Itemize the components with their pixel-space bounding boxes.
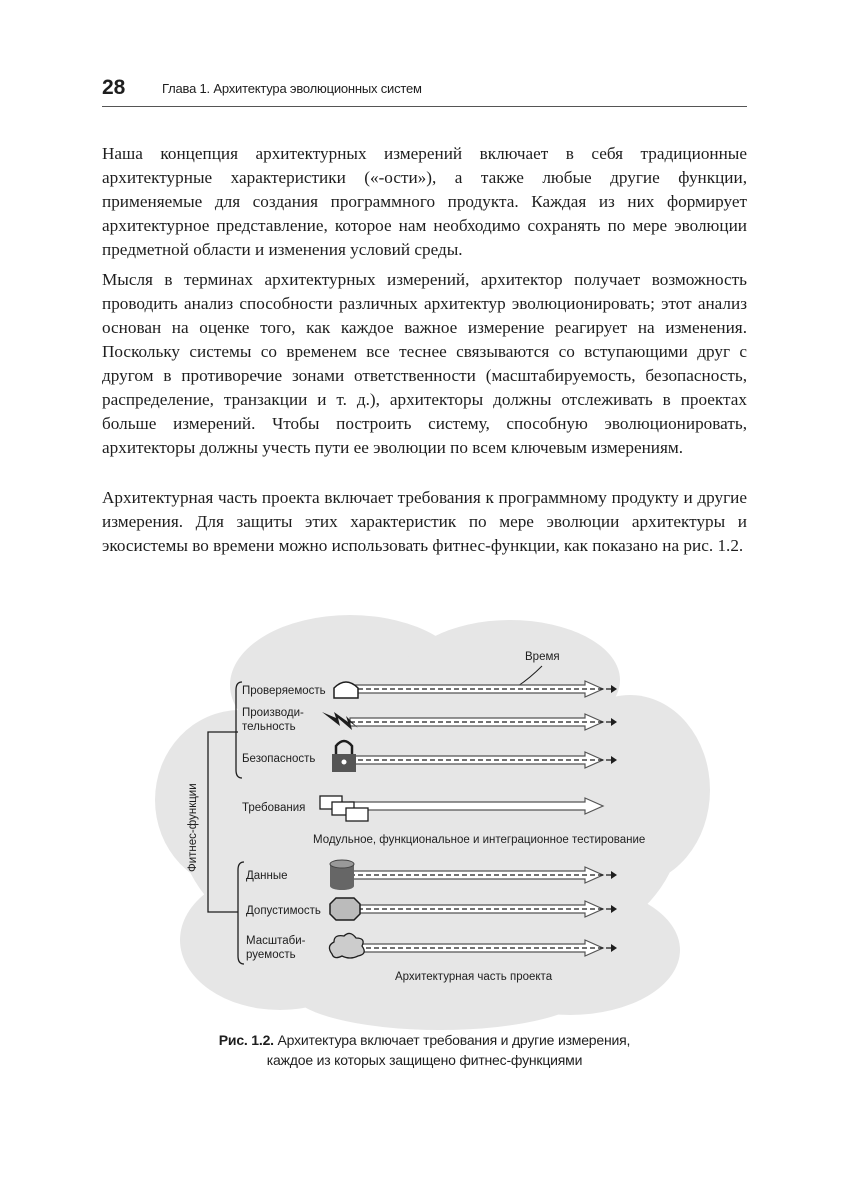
fitness-functions-label: Фитнес-функции [187,783,199,872]
paragraph-2: Мысля в терминах архитектурных измерений, архитектор получает возможность проводить анализ способности различных архитектур эволюционировать; этот анализ основан на оценке того, как каждое важное измерение реагирует на изменения. Поскольку системы со временем все теснее связываются со вступающими друг с другом в противоречие зонами ответственности (масштабируемость, безопасность, распределение, транзакции и т. д.), архитекторы должны отслеживать в проектах больше измерений. Чтобы построить систему, способную эволюционировать, архитекторы должны учесть пути ее эволюции по всем ключевым измерениям. [102,270,747,457]
project-label: Архитектурная часть проекта [395,971,553,983]
page-number: 28 [102,76,126,99]
label-scalability-2: руемость [246,949,296,961]
label-performance-1: Производи- [242,707,304,719]
running-header [102,76,747,107]
cloud-background [155,615,710,1030]
paragraph-3: Архитектурная часть проекта включает требования к программному продукту и другие измерения. Для защиты этих характеристик по мере эволюции архитектуры и экосистемы во времени можно использовать фитнес-функции, как показано на рис. 1.2. [102,488,747,555]
caption-label: Рис. 1.2. [218,1032,274,1048]
caption-line-1 [102,1030,747,1050]
paragraph-1: Наша концепция архитектурных измерений включает в себя традиционные архитектурные характеристики («-ости»), а также любые другие функции, применяемые для создания программного продукта. Каждая из них формирует архитектурное представление, которое нам необходимо сохранять по мере эволюции предметной области и изменения условий среды. [102,144,747,259]
label-testability: Проверяемость [242,685,326,697]
architecture-diagram [150,600,710,1030]
label-data: Данные [246,870,288,882]
figure-1-2 [150,600,710,1030]
database-icon [330,860,354,890]
testing-caption: Модульное, функциональное и интеграционное тестирование [313,834,646,846]
figure-caption [102,1030,747,1070]
caption-text-1: Архитектура включает требования и другие измерения, [277,1032,631,1048]
label-scalability-1: Масштаби- [246,935,306,947]
octagon-icon [330,898,360,920]
label-security: Безопасность [242,753,316,765]
time-label: Время [525,651,560,663]
label-performance-2: тельность [242,721,296,733]
label-legality: Допустимость [246,905,321,917]
label-requirements: Требования [242,802,306,814]
caption-text-2: каждое из которых защищено фитнес-функциями [266,1052,583,1068]
chapter-title: Глава 1. Архитектура эволюционных систем [162,81,422,96]
dome-icon [334,682,358,698]
